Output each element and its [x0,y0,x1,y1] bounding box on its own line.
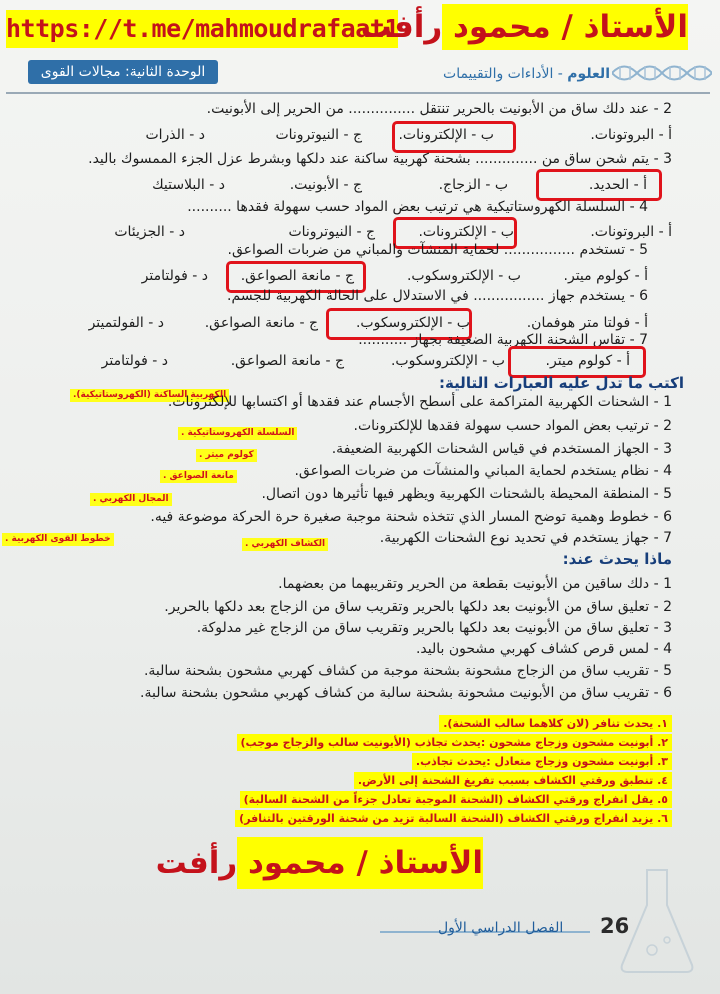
term-item: 7 - جهاز يستخدم في تحديد نوع الشحنات الكهربية. [379,530,672,546]
option-c: ج - مانعة الصواعق. [204,315,318,331]
option-c: ج - النيوترونات [275,127,362,143]
answer-tag: المجال الكهربي . [90,493,172,506]
author-banner-bottom: الأستاذ / محمود رأفت [237,837,483,889]
option-b: ب - الإلكتروسكوب. [406,268,521,284]
scenario-item: 6 - تقريب ساق من الأبونيت مشحونة بشحنة سالبة من كشاف كهربي مشحون بشحنة سالبة. [140,685,672,701]
term-item: 5 - المنطقة المحيطة بالشحنات الكهربية ويظهر فيها تأثيرها دون اتصال. [261,486,672,502]
semester-label: الفصل الدراسي الأول [438,920,564,936]
answer-highlight-box [392,121,516,153]
subject-label [430,66,610,82]
option-b: ب - الإلكترونات. [398,127,494,143]
subject-subtitle: - الأداءات والتقييمات [443,66,568,82]
question-stem: 2 - عند دلك ساق من الأبونيت بالحرير تنتقل ............... من الحرير إلى الأبونيت. [206,101,672,117]
option-a: أ - كولوم ميتر. [563,268,648,284]
unit-label: الوحدة الثانية: مجالات القوى [28,60,218,84]
section-title-what-happens: ماذا يحدث عند: [562,550,672,568]
option-d: د - فولتامتر [101,353,168,369]
option-a: أ - كولوم ميتر. [545,353,630,369]
question-stem: 3 - يتم شحن ساق من .............. بشحنة كهربية ساكنة عند دلكها وبشرط عزل الجزء الممسوك باليد. [88,151,672,167]
answer-line: ٤. تنطبق ورقتي الكشاف بسبب تفريغ الشحنة إلى الأرض. [354,772,672,789]
option-d: د - البلاستيك [152,177,225,193]
option-c: ج - مانعة الصواعق. [240,268,354,284]
answer-tag: الكهربية الساكنة (الكهروستاتيكية). [70,389,229,402]
option-d: د - الذرات [145,127,205,143]
option-c: ج - الأبونيت. [289,177,362,193]
scenario-item: 4 - لمس قرص كشاف كهربي مشحون باليد. [415,641,672,657]
scenario-item: 1 - دلك ساقين من الأبونيت بقطعة من الحرير وتقريبهما من بعضهما. [278,576,672,592]
answer-tag: خطوط القوى الكهربية . [2,533,114,546]
author-banner-top: الأستاذ / محمود رأفت [442,4,688,50]
question-stem: 4 - السلسلة الكهروستاتيكية هي ترتيب بعض المواد حسب سهولة فقدها .......... [187,199,648,215]
subject-name: العلوم [567,66,610,82]
option-d: د - الجزيئات [114,224,185,240]
question-stem: 7 - تقاس الشحنة الكهربية الضعيفة بجهاز ........... [358,332,648,348]
option-a: أ - البروتونات. [590,127,672,143]
scenario-item: 5 - تقريب ساق من الزجاج مشحونة بشحنة موجبة من كشاف كهربي مشحون بشحنة سالبة. [143,663,672,679]
option-c: ج - مانعة الصواعق. [230,353,344,369]
telegram-link-banner[interactable]: https://t.me/mahmoudrafaat1 [6,10,398,48]
term-item: 2 - ترتيب بعض المواد حسب سهولة فقدها للإلكترونات. [353,418,672,434]
answer-highlight-box [536,169,662,201]
option-a: أ - الحديد. [588,177,647,193]
answer-line: ١. يحدث تنافر (لان كلاهما سالب الشحنة). [439,715,672,732]
option-c: ج - النيوترونات [288,224,375,240]
answer-tag: كولوم ميتر . [196,449,257,462]
option-a: أ - فولتا متر هوفمان. [526,315,648,331]
option-b: ب - الإلكتروسكوب. [390,353,505,369]
term-item: 3 - الجهاز المستخدم في قياس الشحنات الكهربية الضعيفة. [331,441,672,457]
question-stem: 5 - تستخدم ................ لحماية المنشآت والمباني من ضربات الصواعق. [227,242,648,258]
scenario-item: 2 - تعليق ساق من الأبونيت بعد دلكها بالحرير وتقريب ساق من الزجاج بعد دلكها بالحرير. [164,599,672,615]
term-item: 4 - نظام يستخدم لحماية المباني والمنشآت من ضربات الصواعق. [294,463,672,479]
question-stem: 6 - يستخدم جهاز ................ في الاستدلال على الحالة الكهربية للجسم. [227,288,648,304]
answer-line: ٥. يقل انفراج ورقتي الكشاف (الشحنة الموجبة تعادل جزءاً من الشحنة السالبة) [240,791,672,808]
answer-tag: الكشاف الكهربي . [242,538,328,551]
option-d: د - فولتامتر [141,268,208,284]
option-b: ب - الإلكتروسكوب. [355,315,470,331]
answer-line: ٦. يزيد انفراج ورقتي الكشاف (الشحنة السالبة تزيد من شحنة الورقتين بالتنافر) [235,810,672,827]
option-d: د - الفولتميتر [88,315,164,331]
option-b: ب - الإلكترونات. [418,224,514,240]
option-a: أ - البروتونات. [590,224,672,240]
term-item: 1 - الشحنات الكهربية المتراكمة على أسطح الأجسام عند فقدها أو اكتسابها للإلكترونات. [167,394,672,410]
answer-line: ٢. أبونيت مشحون وزجاج مشحون :يحدث تجاذب (الأبونيت سالب والزجاج موجب) [237,734,672,751]
option-b: ب - الزجاج. [438,177,508,193]
answer-tag: السلسلة الكهروستاتيكية . [178,427,297,440]
scenario-item: 3 - تعليق ساق من الأبونيت بعد دلكها بالحرير وتقريب ساق من الزجاج غير مدلوكة. [196,620,672,636]
dna-helix-icon [612,58,712,88]
answer-tag: مانعة الصواعق . [160,470,237,483]
term-item: 6 - خطوط وهمية توضح المسار الذي تتخذه شحنة موجبة صغيرة حرة الحركة موضوعة فيه. [150,509,672,525]
answer-line: ٣. أبونيت مشحون وزجاج متعادل :يحدث تجاذب. [412,753,672,770]
page-number: 26 [600,914,630,938]
section-title-terms: اكتب ما تدل عليه العبارات التالية: [438,374,684,392]
